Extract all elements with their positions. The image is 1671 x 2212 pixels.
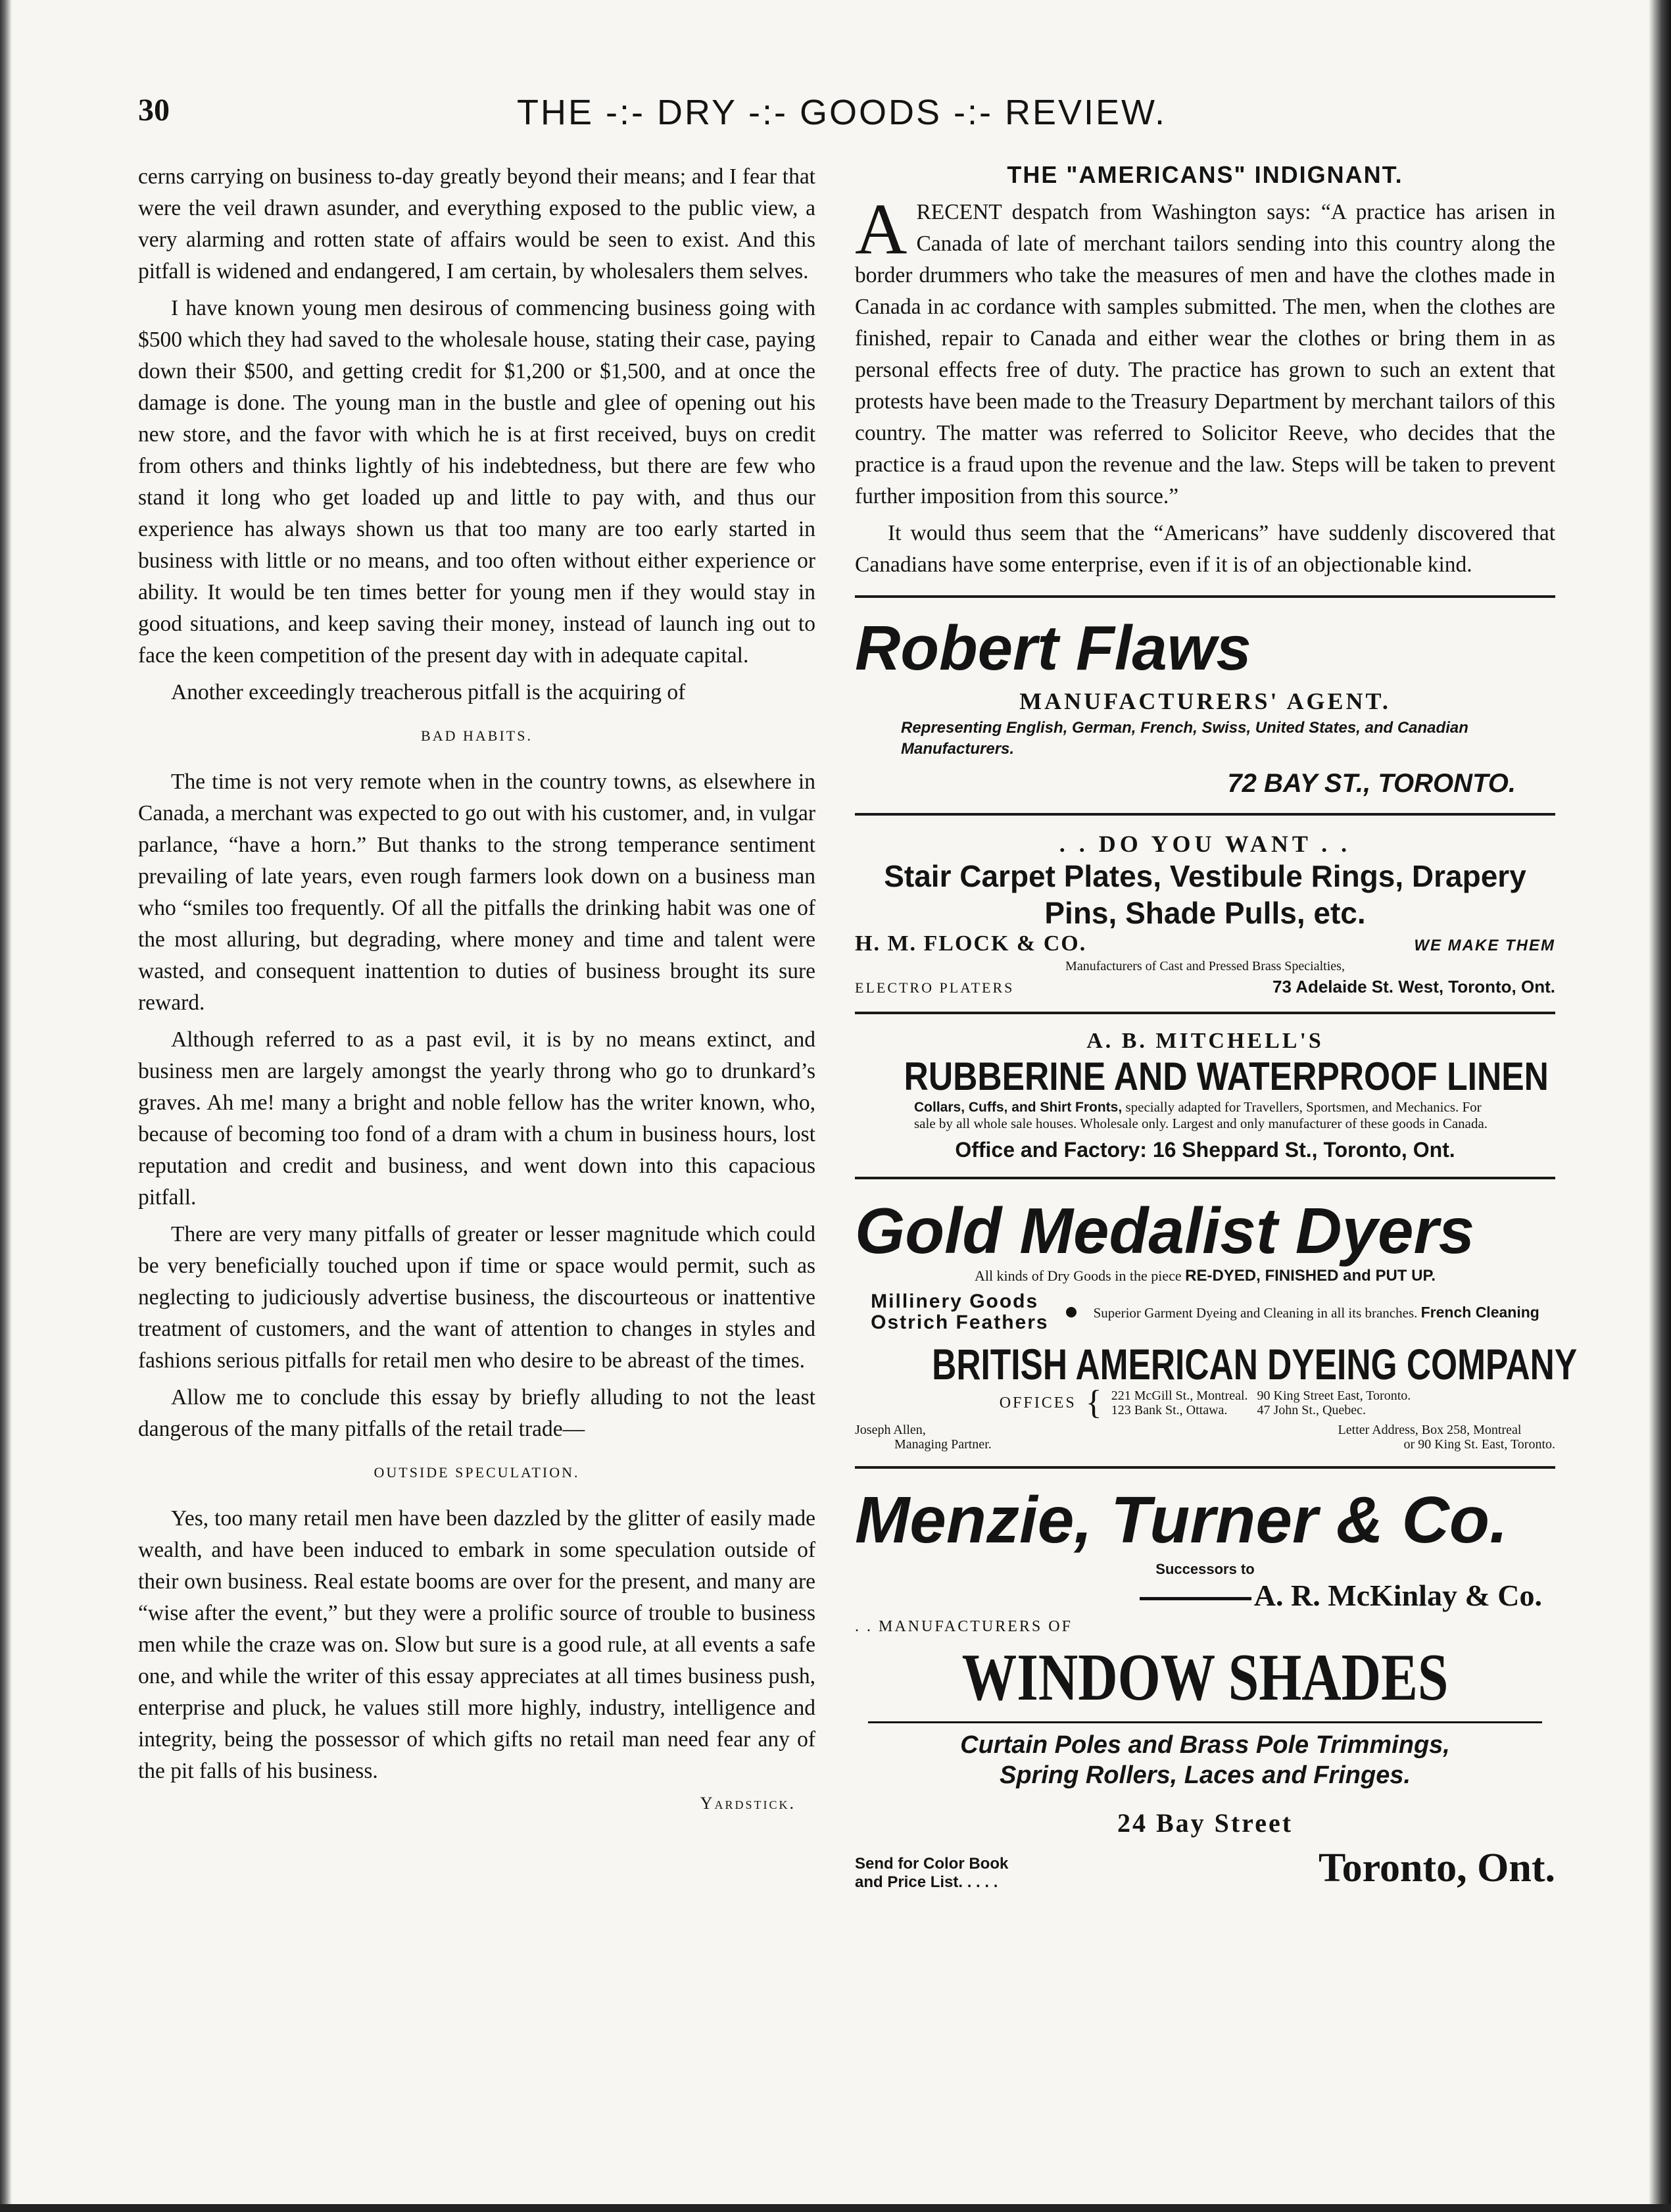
running-title: THE -:- DRY -:- GOODS -:- REVIEW.: [516, 93, 1167, 132]
ad-product: RUBBERINE AND WATERPROOF LINEN: [904, 1054, 1549, 1098]
ad-line-bold: RE-DYED, FINISHED and PUT UP.: [1185, 1267, 1436, 1285]
ad-robert-flaws: [855, 612, 1555, 799]
ad-items-line: Curtain Poles and Brass Pole Trimmings,: [960, 1731, 1450, 1759]
ad-goods: [871, 1291, 1048, 1333]
ad-name: Menzie, Turner & Co.: [855, 1483, 1508, 1557]
ad-address: 73 Adelaide St. West, Toronto, Ont.: [1272, 977, 1555, 996]
ad-items-line: Spring Rollers, Laces and Fringes.: [999, 1761, 1411, 1789]
ad-office: 221 McGill St., Montreal.: [1111, 1389, 1248, 1403]
ad-predecessor: A. R. McKinlay & Co.: [1253, 1579, 1542, 1612]
left-column-essay: [138, 161, 815, 1813]
dash-rule: [1140, 1597, 1251, 1600]
ad-kicker: . . DO YOU WANT . .: [1059, 831, 1351, 857]
ad-line: [855, 1267, 1555, 1285]
ad-french-cleaning: French Cleaning: [1420, 1303, 1539, 1321]
essay-paragraph: The time is not very remote when in the country towns, as elsewhere in Canada, a merchant was expected to go out with his customer, and, in vulgar parlance, “have a horn.” But thanks to the strong temperance sentiment prevailing of late years, even rough farmers look down on a business man who “smiles too frequently. Of all the pitfalls the drinking habit was one of the most alluring, but degrading, where money and time and talent were wasted, and consequent inattention to duties of business brought its sure reward.: [138, 770, 815, 1015]
ad-product: WINDOW SHADES: [961, 1640, 1449, 1715]
ad-gold-medalist: [855, 1194, 1578, 1452]
ad-office: 90 King Street East, Toronto.: [1257, 1389, 1411, 1403]
essay-paragraph: cerns carrying on business to-day greatly beyond their means; and I fear that were the veil drawn asunder, and everything exposed to the public view, a very alarming and rotten state of affairs would be seen to exist. And this pitfall is widened and endangered, I am certain, by wholesalers them selves.: [138, 164, 815, 283]
ad-manufacturers: . . MANUFACTURERS OF: [855, 1618, 1073, 1635]
ad-product: Stair Carpet Plates, Vestibule Rings, Drapery Pins, Shade Pulls, etc.: [884, 859, 1526, 930]
scan-edge-bottom: [0, 2204, 1671, 2212]
ad-description-text: specially adapted for Travellers, Sportsmen, and Mechanics. For sale by all whole sale houses. Wholesale only. Largest and only manufacturer of these goods in Canada.: [914, 1099, 1488, 1131]
ad-address: Office and Factory: 16 Sheppard St., Toronto, Ont.: [955, 1138, 1455, 1162]
ad-company-row: [855, 931, 1555, 956]
ad-representing: Representing English, German, French, Swiss, United States, and Canadian Manufacturers.: [901, 719, 1468, 758]
ad-address-row: [855, 977, 1555, 997]
ad-goods-feathers: Ostrich Feathers: [871, 1312, 1049, 1333]
essay-paragraph: Although referred to as a past evil, it is by no means extinct, and business men are largely amongst the yearly throng who go to drunkard’s graves. Ah me! many a bright and noble fellow has the writer known, who, because of becoming too fond of a dram with a chum in business hours, lost reputation and credit and business, and went down into this capacious pitfall.: [138, 1027, 815, 1210]
section-subhead: BAD HABITS.: [421, 727, 533, 744]
ad-flock: [855, 830, 1555, 997]
ad-menzie-turner: [855, 1483, 1555, 1892]
ad-title: Gold Medalist Dyers: [855, 1194, 1475, 1267]
divider: [868, 1721, 1542, 1723]
section-subhead: OUTSIDE SPECULATION.: [374, 1464, 580, 1481]
article-text: RECENT despatch from Washington says: “A practice has arisen in Canada of late of merchant tailors sending into this country along the border drummers who take the measures of men and have the clothes made in Canada in ac cordance with samples submitted. The men, when the clothes are finished, repair to Canada and either wear the clothes or bring them in as personal effects free of duty. The practice has grown to such an extent that protests have been made to the Treasury Department by merchant tailors of this country. The matter was referred to Solicitor Reeve, who decides that the practice is a fraud upon the revenue and the law. Steps will be taken to prevent further imposition from this source.”: [855, 200, 1555, 508]
right-column: [855, 161, 1578, 1892]
essay-paragraph: Yes, too many retail men have been dazzled by the glitter of easily made wealth, and have been induced to embark in some speculation outside of their own business. Real estate booms are over for the present, and many are “wise after the event,” but they were a prolific source of trouble to business men while the craze was on. Slow but sure is a good rule, at all events a safe one, and while the writer of this essay appreciates at all times business push, enterprise and pluck, he values still more highly, industry, intelligence and integrity, being the possessor of which gifts no retail man need fear any of the pit falls of his business.: [138, 1506, 815, 1783]
ad-city: Toronto, Ont.: [1318, 1846, 1555, 1890]
scan-edge-right: [1649, 0, 1671, 2212]
ad-company: BRITISH AMERICAN DYEING COMPANY: [932, 1340, 1578, 1389]
ad-offices-col-1: [1111, 1389, 1248, 1417]
ad-line-text: All kinds of Dry Goods in the piece: [974, 1267, 1182, 1284]
ad-services-row: [855, 1291, 1555, 1333]
page-number: 30: [138, 93, 170, 128]
divider: [855, 1177, 1555, 1179]
ad-footer: [855, 1845, 1555, 1892]
ad-letter-line: Letter Address, Box 258, Montreal: [1338, 1423, 1522, 1437]
ad-footer: [855, 1423, 1555, 1452]
ad-successors: Successors to: [1155, 1561, 1255, 1577]
ad-offices-label: OFFICES: [999, 1394, 1077, 1412]
ad-send-line: and Price List. . . . .: [855, 1873, 998, 1891]
ad-street: 24 Bay Street: [1117, 1808, 1294, 1838]
divider: [855, 595, 1555, 598]
ad-garment: [1094, 1304, 1539, 1321]
ad-offices: [855, 1384, 1555, 1421]
page-header: [138, 92, 1545, 145]
article-paragraph: [855, 189, 1555, 512]
ad-description: [855, 1099, 1555, 1131]
essay-paragraph: There are very many pitfalls of greater or lesser magnitude which could be very beneficially touched upon if time or space would permit, such as neglecting to judiciously advertise business, the discourteous or inattentive treatment of customers, and the want of attention to changes in styles and fashions serious pitfalls for retail men who desire to be abreast of the times.: [138, 1222, 815, 1373]
ad-manufacturers: Manufacturers of Cast and Pressed Brass Specialties,: [1065, 959, 1345, 973]
ad-send-line: Send for Color Book: [855, 1855, 1009, 1873]
ad-partner-title: Managing Partner.: [894, 1437, 992, 1452]
essay-paragraph: Another exceedingly treacherous pitfall is the acquiring of: [171, 680, 686, 704]
bullet-icon: [1066, 1307, 1077, 1317]
ad-electro: ELECTRO PLATERS: [855, 979, 1015, 996]
ad-role: MANUFACTURERS' AGENT.: [1019, 688, 1391, 714]
divider: [855, 813, 1555, 816]
ad-office: 123 Bank St., Ottawa.: [1111, 1403, 1228, 1417]
drop-cap: A: [855, 189, 908, 269]
ad-letter-line: or 90 King St. East, Toronto.: [1403, 1437, 1555, 1452]
ad-name: Robert Flaws: [855, 613, 1251, 683]
divider: [855, 1012, 1555, 1014]
ad-description-bold: Collars, Cuffs, and Shirt Fronts,: [914, 1100, 1123, 1115]
ad-send: [855, 1855, 1008, 1892]
ad-company: H. M. FLOCK & CO.: [855, 931, 1087, 956]
essay-signature: Yardstick.: [700, 1794, 796, 1813]
ad-address: 72 BAY ST., TORONTO.: [1227, 769, 1516, 798]
brace-icon: {: [1085, 1384, 1102, 1421]
ad-items: [855, 1730, 1555, 1790]
divider: [855, 1466, 1555, 1469]
article-title: THE "AMERICANS" INDIGNANT.: [1007, 161, 1403, 188]
ad-goods-millinery: Millinery Goods: [871, 1290, 1039, 1312]
scan-edge-left: [0, 0, 12, 2212]
ad-name: A. B. MITCHELL'S: [1086, 1029, 1324, 1053]
article-paragraph: It would thus seem that the “Americans” have suddenly discovered that Canadians have some enterprise, even if it is of an objectionable kind.: [855, 521, 1555, 577]
ad-office: 47 John St., Quebec.: [1257, 1403, 1367, 1417]
ad-garment-text: Superior Garment Dyeing and Cleaning in all its branches.: [1093, 1304, 1418, 1321]
ad-offices-col-2: [1257, 1389, 1411, 1417]
ad-mitchell: [855, 1029, 1555, 1162]
essay-paragraph: I have known young men desirous of commencing business going with $500 which they had saved to the wholesale house, stating their case, paying down their $500, and getting credit for $1,200 or $1,500, and at once the damage is done. The young man in the bustle and glee of opening out his new store, and the favor with which he is at first received, buys on credit from others and thinks lightly of his indebtedness, but there are few who stand it long who get loaded up and little to pay with, and thus our experience has always shown us that too many are too early started in business with little or no means, and too often without either experience or ability. It would be ten times better for young men if they would stay in good situations, and keep saving their money, instead of launch ing out to face the keen competition of the present day with in adequate capital.: [138, 296, 815, 668]
ad-letter-address: [1338, 1423, 1555, 1452]
ad-partner: [855, 1423, 992, 1452]
ad-partner-name: Joseph Allen,: [855, 1423, 926, 1437]
ad-tagline: WE MAKE THEM: [1414, 937, 1555, 954]
essay-paragraph: Allow me to conclude this essay by briefly alluding to not the least dangerous of the many pitfalls of the retail trade—: [138, 1385, 815, 1441]
ad-predecessor-row: [855, 1578, 1555, 1613]
